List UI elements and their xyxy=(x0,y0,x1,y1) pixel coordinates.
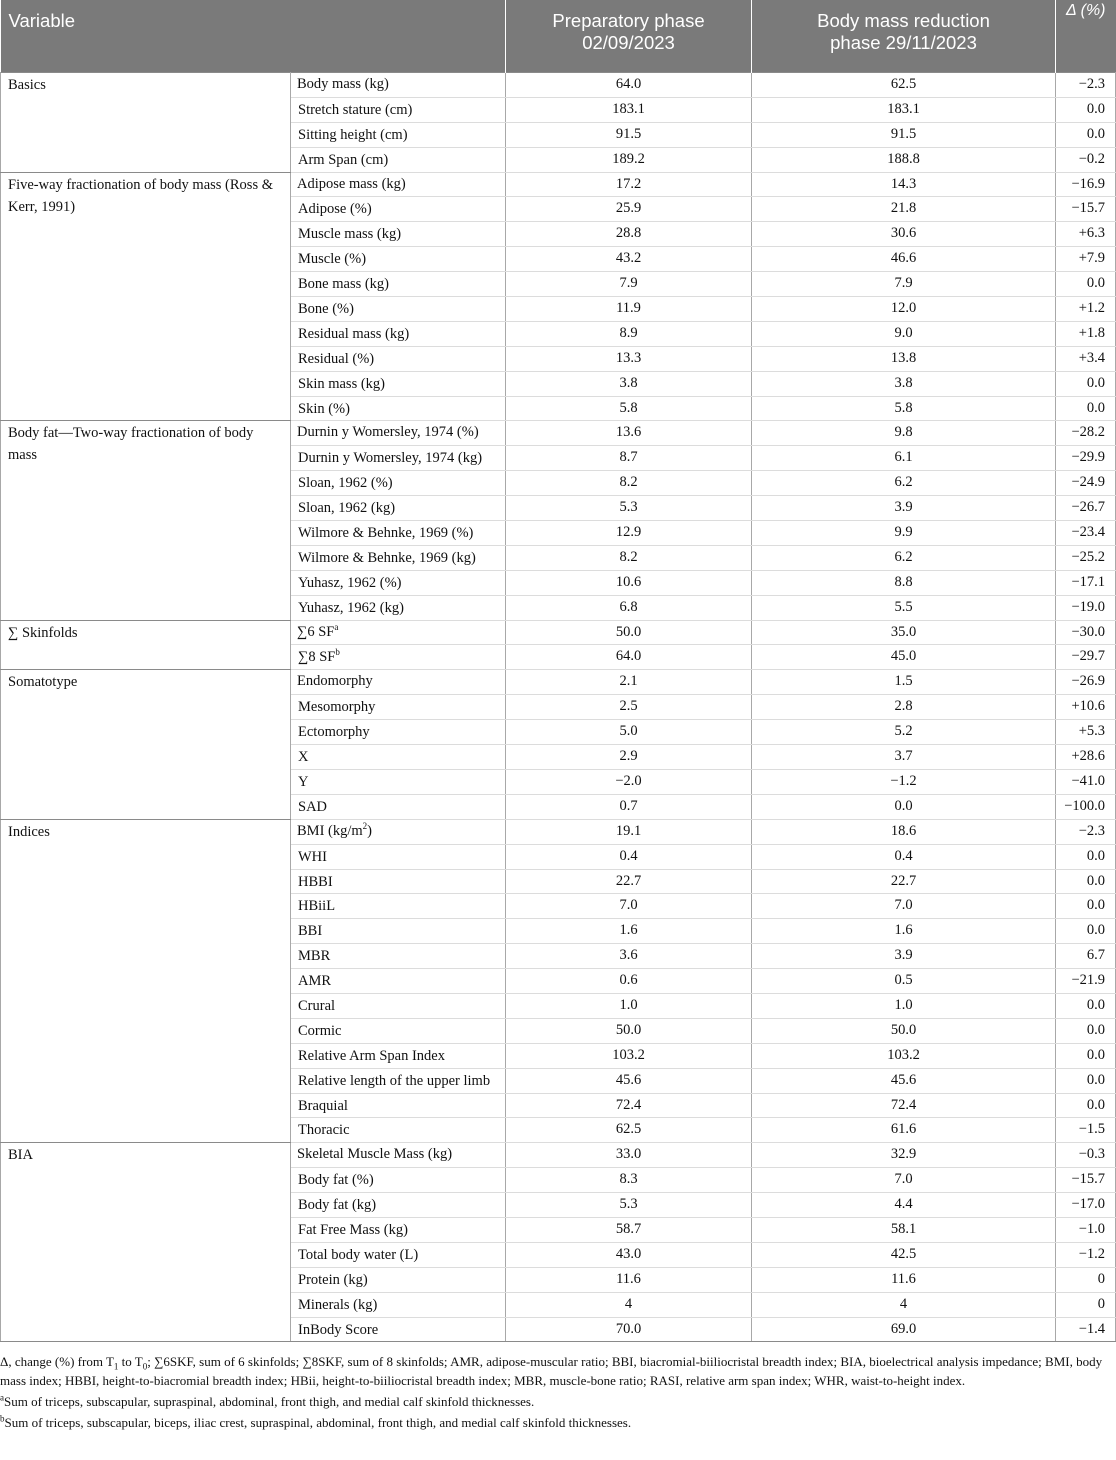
prep-value: 19.1 xyxy=(506,819,752,844)
prep-value: 8.2 xyxy=(506,471,752,496)
prep-value: 13.6 xyxy=(506,421,752,446)
row-label: Braquial xyxy=(291,1093,506,1118)
delta-value: 0.0 xyxy=(1056,122,1116,147)
delta-value: −21.9 xyxy=(1056,969,1116,994)
delta-value: −30.0 xyxy=(1056,620,1116,645)
delta-value: −17.1 xyxy=(1056,570,1116,595)
delta-value: 0.0 xyxy=(1056,869,1116,894)
prep-value: 72.4 xyxy=(506,1093,752,1118)
bmr-value: 22.7 xyxy=(752,869,1056,894)
bmr-value: 1.6 xyxy=(752,919,1056,944)
row-label: MBR xyxy=(291,944,506,969)
delta-value: 0.0 xyxy=(1056,97,1116,122)
prep-value: 7.0 xyxy=(506,894,752,919)
prep-value: −2.0 xyxy=(506,769,752,794)
delta-value: 0.0 xyxy=(1056,371,1116,396)
delta-value: +1.8 xyxy=(1056,321,1116,346)
group-five-way: Five-way fractionation of body mass (Ross & Kerr, 1991) xyxy=(1,172,291,421)
row-label: Total body water (L) xyxy=(291,1242,506,1267)
row-label xyxy=(291,819,506,844)
row-label: Bone mass (kg) xyxy=(291,272,506,297)
footnote-a-mark: a xyxy=(0,1393,4,1404)
prep-value: 5.0 xyxy=(506,720,752,745)
row-label: Bone (%) xyxy=(291,297,506,322)
delta-value: −15.7 xyxy=(1056,1168,1116,1193)
prep-value: 189.2 xyxy=(506,147,752,172)
bmr-value: 3.9 xyxy=(752,496,1056,521)
bmr-value: 58.1 xyxy=(752,1217,1056,1242)
prep-value: 3.8 xyxy=(506,371,752,396)
delta-value: 0.0 xyxy=(1056,1043,1116,1068)
footnote-mark-b: b xyxy=(335,647,340,658)
bmr-value: 91.5 xyxy=(752,122,1056,147)
delta-value: −15.7 xyxy=(1056,197,1116,222)
prep-value: 50.0 xyxy=(506,620,752,645)
group-basics: Basics xyxy=(1,73,291,173)
row-label: Adipose mass (kg) xyxy=(291,172,506,197)
bmr-value: 7.0 xyxy=(752,894,1056,919)
delta-value: 0.0 xyxy=(1056,1093,1116,1118)
row-label: Crural xyxy=(291,993,506,1018)
row-label: Skeletal Muscle Mass (kg) xyxy=(291,1143,506,1168)
row-label: Ectomorphy xyxy=(291,720,506,745)
delta-value: −0.3 xyxy=(1056,1143,1116,1168)
row-label: Relative length of the upper limb xyxy=(291,1068,506,1093)
prep-value: 0.7 xyxy=(506,794,752,819)
prep-value: 8.7 xyxy=(506,446,752,471)
row-label: Minerals (kg) xyxy=(291,1292,506,1317)
row-label xyxy=(291,620,506,645)
prep-value: 1.0 xyxy=(506,993,752,1018)
abbrev-part-b: to T xyxy=(118,1354,143,1370)
row-label: Relative Arm Span Index xyxy=(291,1043,506,1068)
delta-value: −28.2 xyxy=(1056,421,1116,446)
delta-value: +5.3 xyxy=(1056,720,1116,745)
bmr-value: 18.6 xyxy=(752,819,1056,844)
delta-value: −100.0 xyxy=(1056,794,1116,819)
bmr-value: 45.6 xyxy=(752,1068,1056,1093)
row-label: HBBI xyxy=(291,869,506,894)
bmr-value: 7.0 xyxy=(752,1168,1056,1193)
bmr-value: 30.6 xyxy=(752,222,1056,247)
row-label: Yuhasz, 1962 (%) xyxy=(291,570,506,595)
table-row xyxy=(1,819,1116,844)
prep-value: 70.0 xyxy=(506,1317,752,1342)
delta-value: +28.6 xyxy=(1056,745,1116,770)
prep-value: 22.7 xyxy=(506,869,752,894)
delta-value: −23.4 xyxy=(1056,521,1116,546)
row-label: Skin (%) xyxy=(291,396,506,421)
bmr-value: 3.9 xyxy=(752,944,1056,969)
row-label: Body fat (%) xyxy=(291,1168,506,1193)
table-header-row xyxy=(1,0,1116,73)
bmr-value: 62.5 xyxy=(752,73,1056,98)
delta-value: +10.6 xyxy=(1056,695,1116,720)
bmr-value: 42.5 xyxy=(752,1242,1056,1267)
row-label: Stretch stature (cm) xyxy=(291,97,506,122)
prep-value: 50.0 xyxy=(506,1018,752,1043)
delta-value: 0.0 xyxy=(1056,1018,1116,1043)
delta-value: 0.0 xyxy=(1056,844,1116,869)
footnote-b xyxy=(0,1413,1110,1432)
table-footnotes xyxy=(0,1342,1114,1432)
bmr-value: 35.0 xyxy=(752,620,1056,645)
row-label: AMR xyxy=(291,969,506,994)
prep-value: 5.3 xyxy=(506,496,752,521)
bmr-value: 0.0 xyxy=(752,794,1056,819)
bmr-value: 8.8 xyxy=(752,570,1056,595)
row-label: Cormic xyxy=(291,1018,506,1043)
abbrev-part-c: ; ∑6SKF, sum of 6 skinfolds; ∑8SKF, sum of 8 skinfolds; AMR, adipose-muscular ratio; BBI, biacromial-biiliocristal breadth index; BIA, bioelectrical analysis impedance; BMI, body mass index; HBBI, height-to-biacromial breadth index; HBii, height-to-biiliocristal breadth index; MBR, muscle-bone ratio; RASI, relative arm span index; WHR, waist-to-height index. xyxy=(0,1354,1103,1389)
row-label-text: BMI (kg/m xyxy=(297,822,363,839)
delta-value: +1.2 xyxy=(1056,297,1116,322)
prep-value: 0.6 xyxy=(506,969,752,994)
row-label: Body mass (kg) xyxy=(291,73,506,98)
bmr-value: 14.3 xyxy=(752,172,1056,197)
table-row xyxy=(1,670,1116,695)
prep-value: 1.6 xyxy=(506,919,752,944)
row-label: HBiiL xyxy=(291,894,506,919)
prep-value: 10.6 xyxy=(506,570,752,595)
delta-value: 0.0 xyxy=(1056,396,1116,421)
row-label: InBody Score xyxy=(291,1317,506,1342)
prep-value: 0.4 xyxy=(506,844,752,869)
row-label: Durnin y Womersley, 1974 (kg) xyxy=(291,446,506,471)
prep-value: 17.2 xyxy=(506,172,752,197)
row-label: Residual mass (kg) xyxy=(291,321,506,346)
row-label: WHI xyxy=(291,844,506,869)
prep-value: 25.9 xyxy=(506,197,752,222)
delta-value: 0 xyxy=(1056,1292,1116,1317)
prep-value: 12.9 xyxy=(506,521,752,546)
row-label: Adipose (%) xyxy=(291,197,506,222)
row-label: X xyxy=(291,745,506,770)
table-row xyxy=(1,172,1116,197)
bmr-value: 0.5 xyxy=(752,969,1056,994)
header-delta xyxy=(1056,0,1116,73)
bmr-value: 13.8 xyxy=(752,346,1056,371)
row-label: Sloan, 1962 (%) xyxy=(291,471,506,496)
bmr-value: 5.5 xyxy=(752,595,1056,620)
row-label: Yuhasz, 1962 (kg) xyxy=(291,595,506,620)
prep-value: 11.9 xyxy=(506,297,752,322)
bmr-value: 3.7 xyxy=(752,745,1056,770)
prep-value: 7.9 xyxy=(506,272,752,297)
bmr-value: −1.2 xyxy=(752,769,1056,794)
bmr-value: 46.6 xyxy=(752,247,1056,272)
row-label: SAD xyxy=(291,794,506,819)
row-label: Protein (kg) xyxy=(291,1267,506,1292)
delta-value: −29.9 xyxy=(1056,446,1116,471)
delta-value: −19.0 xyxy=(1056,595,1116,620)
bmr-value: 103.2 xyxy=(752,1043,1056,1068)
delta-value: +7.9 xyxy=(1056,247,1116,272)
prep-value: 5.3 xyxy=(506,1193,752,1218)
group-indices: Indices xyxy=(1,819,291,1143)
delta-value: −25.2 xyxy=(1056,545,1116,570)
delta-value: −1.4 xyxy=(1056,1317,1116,1342)
prep-value: 5.8 xyxy=(506,396,752,421)
bmr-value: 5.2 xyxy=(752,720,1056,745)
bmr-value: 11.6 xyxy=(752,1267,1056,1292)
row-label-tail: ) xyxy=(367,822,372,839)
bmr-value: 12.0 xyxy=(752,297,1056,322)
header-preparatory-phase xyxy=(506,0,752,73)
row-label: Muscle mass (kg) xyxy=(291,222,506,247)
delta-value: −29.7 xyxy=(1056,645,1116,670)
delta-value: −0.2 xyxy=(1056,147,1116,172)
footnote-a xyxy=(0,1392,1110,1411)
group-skinfolds: ∑ Skinfolds xyxy=(1,620,291,670)
delta-value: 0.0 xyxy=(1056,894,1116,919)
bmr-value: 69.0 xyxy=(752,1317,1056,1342)
footnote-abbreviations xyxy=(0,1352,1110,1390)
bmr-value: 4 xyxy=(752,1292,1056,1317)
delta-value: −24.9 xyxy=(1056,471,1116,496)
table-row xyxy=(1,1143,1116,1168)
bmr-value: 9.8 xyxy=(752,421,1056,446)
delta-value: −2.3 xyxy=(1056,73,1116,98)
delta-value: −26.9 xyxy=(1056,670,1116,695)
row-label: Residual (%) xyxy=(291,346,506,371)
prep-value: 33.0 xyxy=(506,1143,752,1168)
bmr-value: 6.2 xyxy=(752,545,1056,570)
prep-value: 8.3 xyxy=(506,1168,752,1193)
row-label: Wilmore & Behnke, 1969 (%) xyxy=(291,521,506,546)
bmr-value: 50.0 xyxy=(752,1018,1056,1043)
prep-value: 28.8 xyxy=(506,222,752,247)
prep-value: 8.9 xyxy=(506,321,752,346)
header-body-mass-reduction xyxy=(752,0,1056,73)
row-label: Y xyxy=(291,769,506,794)
prep-value: 3.6 xyxy=(506,944,752,969)
bmr-value: 6.1 xyxy=(752,446,1056,471)
row-label: Durnin y Womersley, 1974 (%) xyxy=(291,421,506,446)
delta-value: +6.3 xyxy=(1056,222,1116,247)
footnote-b-mark: b xyxy=(0,1414,5,1425)
delta-value: −16.9 xyxy=(1056,172,1116,197)
row-label: Thoracic xyxy=(291,1118,506,1143)
table-row xyxy=(1,73,1116,98)
bmr-value: 4.4 xyxy=(752,1193,1056,1218)
header-bmr-line1: Body mass reduction xyxy=(817,10,990,31)
header-variable: Variable xyxy=(1,0,506,73)
t0-subscript: 0 xyxy=(142,1362,148,1373)
bmr-value: 9.0 xyxy=(752,321,1056,346)
delta-value: −1.5 xyxy=(1056,1118,1116,1143)
delta-value: 0.0 xyxy=(1056,1068,1116,1093)
row-label: Skin mass (kg) xyxy=(291,371,506,396)
bmr-value: 5.8 xyxy=(752,396,1056,421)
row-label-text: ∑8 SF xyxy=(298,649,336,666)
prep-value: 2.1 xyxy=(506,670,752,695)
header-prep-line1: Preparatory phase xyxy=(552,10,705,31)
delta-value: 0.0 xyxy=(1056,993,1116,1018)
delta-value: −2.3 xyxy=(1056,819,1116,844)
prep-value: 62.5 xyxy=(506,1118,752,1143)
header-delta-text: Δ (%) xyxy=(1066,2,1106,19)
bmr-value: 2.8 xyxy=(752,695,1056,720)
header-bmr-line2: phase 29/11/2023 xyxy=(830,32,977,53)
abbrev-part-a: Δ, change (%) from T xyxy=(0,1354,114,1370)
bmr-value: 45.0 xyxy=(752,645,1056,670)
bmr-value: 61.6 xyxy=(752,1118,1056,1143)
row-label xyxy=(291,645,506,670)
row-label: Muscle (%) xyxy=(291,247,506,272)
row-label: Arm Span (cm) xyxy=(291,147,506,172)
bmr-value: 1.0 xyxy=(752,993,1056,1018)
row-label: Mesomorphy xyxy=(291,695,506,720)
footnote-a-text: Sum of triceps, subscapular, supraspinal, abdominal, front thigh, and medial calf skinfold thicknesses. xyxy=(4,1394,535,1410)
prep-value: 183.1 xyxy=(506,97,752,122)
delta-value: −41.0 xyxy=(1056,769,1116,794)
prep-value: 64.0 xyxy=(506,73,752,98)
delta-value: −17.0 xyxy=(1056,1193,1116,1218)
bmr-value: 3.8 xyxy=(752,371,1056,396)
table-row xyxy=(1,620,1116,645)
row-label: Fat Free Mass (kg) xyxy=(291,1217,506,1242)
delta-value: 0 xyxy=(1056,1267,1116,1292)
delta-value: +3.4 xyxy=(1056,346,1116,371)
row-label: Wilmore & Behnke, 1969 (kg) xyxy=(291,545,506,570)
prep-value: 11.6 xyxy=(506,1267,752,1292)
bmr-value: 32.9 xyxy=(752,1143,1056,1168)
prep-value: 2.9 xyxy=(506,745,752,770)
prep-value: 103.2 xyxy=(506,1043,752,1068)
prep-value: 45.6 xyxy=(506,1068,752,1093)
bmr-value: 188.8 xyxy=(752,147,1056,172)
delta-value: 6.7 xyxy=(1056,944,1116,969)
prep-value: 58.7 xyxy=(506,1217,752,1242)
row-label: Body fat (kg) xyxy=(291,1193,506,1218)
prep-value: 91.5 xyxy=(506,122,752,147)
superscript-2: 2 xyxy=(362,820,368,831)
prep-value: 6.8 xyxy=(506,595,752,620)
prep-value: 64.0 xyxy=(506,645,752,670)
delta-value: −1.2 xyxy=(1056,1242,1116,1267)
delta-value: −1.0 xyxy=(1056,1217,1116,1242)
prep-value: 2.5 xyxy=(506,695,752,720)
row-label: Sitting height (cm) xyxy=(291,122,506,147)
prep-value: 43.2 xyxy=(506,247,752,272)
footnote-mark-a: a xyxy=(334,621,339,632)
delta-value: 0.0 xyxy=(1056,272,1116,297)
bmr-value: 1.5 xyxy=(752,670,1056,695)
prep-value: 43.0 xyxy=(506,1242,752,1267)
prep-value: 13.3 xyxy=(506,346,752,371)
table-row xyxy=(1,421,1116,446)
bmr-value: 6.2 xyxy=(752,471,1056,496)
row-label: Sloan, 1962 (kg) xyxy=(291,496,506,521)
row-label-text: ∑6 SF xyxy=(297,623,335,640)
bmr-value: 0.4 xyxy=(752,844,1056,869)
group-bia: BIA xyxy=(1,1143,291,1342)
group-body-fat: Body fat—Two-way fractionation of body mass xyxy=(1,421,291,620)
bmr-value: 21.8 xyxy=(752,197,1056,222)
delta-value: 0.0 xyxy=(1056,919,1116,944)
bmr-value: 183.1 xyxy=(752,97,1056,122)
header-prep-line2: 02/09/2023 xyxy=(582,32,675,53)
t1-subscript: 1 xyxy=(113,1362,119,1373)
bmr-value: 7.9 xyxy=(752,272,1056,297)
bmr-value: 9.9 xyxy=(752,521,1056,546)
prep-value: 8.2 xyxy=(506,545,752,570)
bmr-value: 72.4 xyxy=(752,1093,1056,1118)
delta-value: −26.7 xyxy=(1056,496,1116,521)
group-somatotype: Somatotype xyxy=(1,670,291,819)
row-label: BBI xyxy=(291,919,506,944)
prep-value: 4 xyxy=(506,1292,752,1317)
footnote-b-text: Sum of triceps, subscapular, biceps, iliac crest, supraspinal, abdominal, front thigh, and medial calf skinfold thicknesses. xyxy=(4,1415,632,1431)
row-label: Endomorphy xyxy=(291,670,506,695)
